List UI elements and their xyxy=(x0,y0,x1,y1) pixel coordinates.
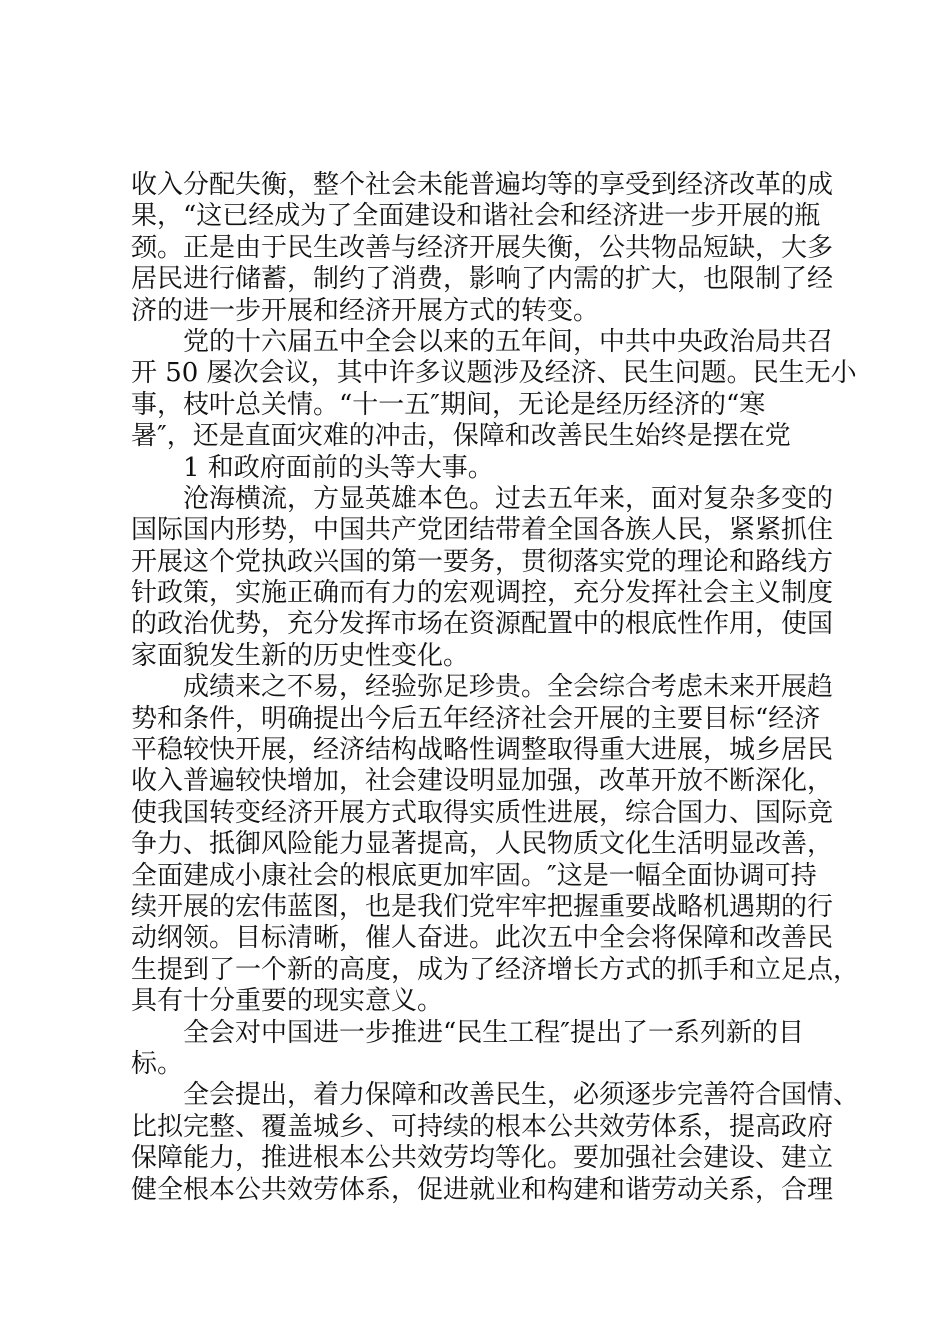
text-line: 全会提出，着力保障和改善民生，必须逐步完善符合国情、 xyxy=(183,1080,860,1111)
text-line: 健全根本公共效劳体系，促进就业和构建和谐劳动关系，合理 xyxy=(131,1174,834,1205)
text-line: 收入分配失衡，整个社会未能普遍均等的享受到经济改革的成 xyxy=(131,170,834,200)
text-line: 暑″，还是直面灾难的冲击，保障和改善民生始终是摆在党 xyxy=(131,421,791,452)
text-line: 沧海横流，方显英雄本色。过去五年来，面对复杂多变的 xyxy=(183,483,834,514)
text-line: 成绩来之不易，经验弥足珍贵。全会综合考虑未来开展趋 xyxy=(183,672,834,703)
text-line: 济的进一步开展和经济开展方式的转变。 xyxy=(131,295,600,326)
text-line: 开 50 屡次会议，其中许多议题涉及经济、民生问题。民生无小 xyxy=(131,358,857,389)
text-line: 开展这个党执政兴国的第一要务，贯彻落实党的理论和路线方 xyxy=(131,546,834,577)
text-line: 收入普遍较快增加，社会建设明显加强，改革开放不断深化， xyxy=(131,766,834,797)
text-line: 颈。正是由于民生改善与经济开展失衡，公共物品短缺，大多 xyxy=(131,232,834,263)
text-line: 全面建成小康社会的根底更加牢固。″这是一幅全面协调可持 xyxy=(131,860,817,891)
text-line: 事，枝叶总关情。“十一五″期间，无论是经历经济的“寒 xyxy=(131,389,766,420)
text-line: 标。 xyxy=(131,1048,184,1079)
text-line: 党的十六届五中全会以来的五年间，中共中央政治局共召 xyxy=(183,326,834,357)
text-line: 生提到了一个新的高度，成为了经济增长方式的抓手和立足点， xyxy=(131,954,860,985)
text-line: 国际国内形势，中国共产党团结带着全国各族人民，紧紧抓住 xyxy=(131,515,834,546)
text-line: 的政治优势，充分发挥市场在资源配置中的根底性作用，使国 xyxy=(131,609,834,640)
text-line: 家面貌发生新的历史性变化。 xyxy=(131,640,470,671)
text-line: 动纲领。目标清晰，催人奋进。此次五中全会将保障和改善民 xyxy=(131,923,834,954)
text-line: 比拟完整、覆盖城乡、可持续的根本公共效劳体系，提高政府 xyxy=(131,1111,834,1142)
text-line: 具有十分重要的现实意义。 xyxy=(131,986,444,1017)
text-line: 势和条件，明确提出今后五年经济社会开展的主要目标“经济 xyxy=(131,703,821,734)
text-line: 果，“这已经成为了全面建设和谐社会和经济进一步开展的瓶 xyxy=(131,201,821,232)
text-line: 保障能力，推进根本公共效劳均等化。要加强社会建设、建立 xyxy=(131,1143,834,1174)
text-line: 争力、抵御风险能力显著提高，人民物质文化生活明显改善， xyxy=(131,829,834,860)
text-line: 全会对中国进一步推进“民生工程″提出了一系列新的目 xyxy=(183,1017,805,1048)
text-line: 使我国转变经济开展方式取得实质性进展，综合国力、国际竞 xyxy=(131,797,834,828)
text-line: 针政策，实施正确而有力的宏观调控，充分发挥社会主义制度 xyxy=(131,578,834,609)
text-line: 平稳较快开展，经济结构战略性调整取得重大进展，城乡居民 xyxy=(131,735,834,766)
text-line: 续开展的宏伟蓝图，也是我们党牢牢把握重要战略机遇期的行 xyxy=(131,891,834,922)
text-line: 居民进行储蓄，制约了消费，影响了内需的扩大，也限制了经 xyxy=(131,264,834,295)
body-text xyxy=(131,170,860,1206)
text-line: 1 和政府面前的头等大事。 xyxy=(183,452,494,483)
